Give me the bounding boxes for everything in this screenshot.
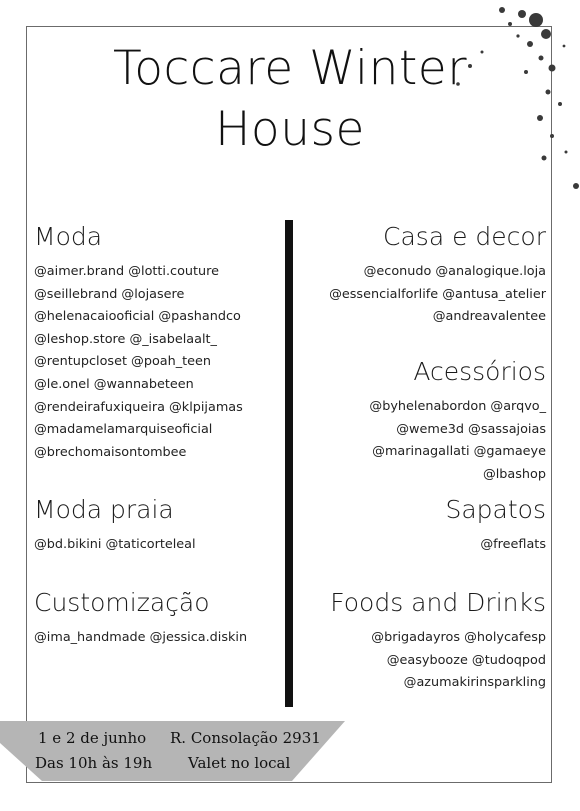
handle-list [34, 261, 279, 464]
section-casa-e-decor [296, 222, 546, 329]
section-moda-praia [34, 495, 279, 557]
handle-line: @essencialforlife @antusa_atelier [329, 286, 546, 302]
handle-line: @le.onel @wannabeteen [34, 376, 194, 392]
event-address: R. Consolação 2931 [170, 729, 321, 747]
section-heading: Sapatos [445, 495, 546, 524]
section-customizacao [34, 588, 279, 650]
handle-line: @byhelenabordon @arqvo_ [369, 399, 546, 414]
handle-list [34, 627, 279, 650]
handle-line: @andreavalentee [432, 309, 546, 325]
event-date: 1 e 2 de junho [38, 729, 147, 747]
handle-line: @weme3d @sassajoias [396, 421, 546, 437]
handle-line: @bd.bikini @taticorteleal [34, 537, 196, 552]
event-valet: Valet no local [188, 754, 291, 772]
section-heading: Acessórios [413, 357, 546, 386]
section-moda [34, 222, 279, 464]
handle-line: @lbashop [482, 466, 546, 482]
handle-line: @rentupcloset @poah_teen [34, 354, 212, 370]
handle-line: @aimer.brand @lotti.couture [34, 264, 220, 279]
section-heading: Casa e decor [383, 222, 546, 251]
section-heading: Moda [34, 222, 103, 251]
section-acessorios [296, 357, 546, 486]
handle-list [296, 627, 546, 695]
title-line-1: Toccare Winter [112, 41, 468, 96]
section-heading: Moda praia [34, 495, 174, 524]
column-divider [285, 220, 293, 707]
handle-list [296, 396, 546, 486]
event-hours: Das 10h às 19h [35, 754, 153, 772]
section-heading: Foods and Drinks [330, 588, 546, 617]
handle-line: @madamelamarquiseoficial [34, 422, 213, 438]
poster-title [60, 38, 520, 160]
handle-line: @brigadayros @holycafesp [371, 630, 546, 645]
handle-line: @marinagallati @gamaeye [372, 444, 546, 460]
event-info-band [0, 721, 580, 781]
handle-line: @easybooze @tudoqpod [386, 652, 546, 668]
handle-line: @ima_handmade @jessica.diskin [34, 630, 248, 645]
handle-line: @rendeirafuxiqueira @klpijamas [34, 399, 243, 415]
section-sapatos [296, 495, 546, 557]
handle-line: @seillebrand @lojasere [34, 286, 185, 302]
title-line-2: House [215, 102, 365, 157]
handle-line: @econudo @analogique.loja [363, 264, 546, 279]
handle-line: @leshop.store @_isabelaalt_ [34, 331, 217, 347]
section-heading: Customização [34, 588, 210, 617]
handle-line: @brechomaisontombee [34, 444, 187, 460]
section-foods-and-drinks [296, 588, 546, 695]
handle-list [296, 261, 546, 329]
handle-line: @helenacaiooficial @pashandco [34, 309, 241, 325]
handle-list [34, 534, 279, 557]
handle-line: @freeflats [480, 537, 546, 552]
handle-line: @azumakirinsparkling [403, 675, 546, 691]
handle-list [296, 534, 546, 557]
